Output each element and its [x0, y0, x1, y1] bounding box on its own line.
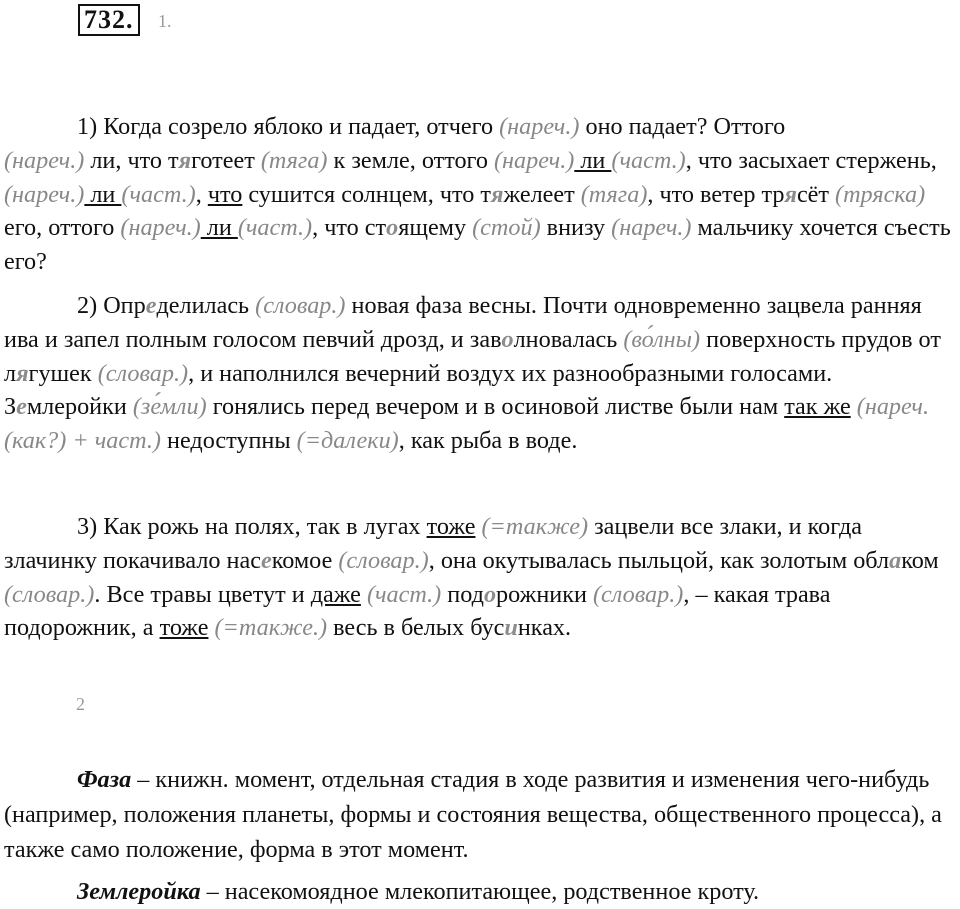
exercise-number: 732. — [78, 4, 140, 36]
paragraph-1: 1) Когда созрело яблоко и падает, отчего (нареч.) оно падает? Оттого (нареч.) ли, что тяготеет (тяга) к земле, оттого (нареч.) ли (част.), что засыхает стержень, (нареч.) ли (част.), что сушится солнцем, что тяжелеет (тяга), что ветер трясёт (тряска) его, оттого (нареч.) ли (част.), что стоящему (стой) внизу (нареч.) мальчику хочется съесть его? — [4, 113, 951, 276]
definition-faza: Фаза – книжн. момент, отдельная стадия в ходе развития и изменения чего-нибудь (например, положения планеты, формы и состояния вещества, общественного процесса), а также само положение, форма в этот момент. — [4, 766, 942, 863]
paragraph-2: 2) Определилась (словар.) новая фаза весны. Почти одновременно зацвела ранняя ива и запел полным голосом певчий дрозд, и заволновалась (во́лны) поверхность прудов от лягушек (словар.), и наполнился вечерний воздух их разнообразными голосами. Землеройки (зе́мли) гонялись перед вечером и в осиновой листве были нам так же (нареч. (как?) + част.) недоступны (=далеки), как рыба в воде. — [4, 292, 941, 455]
exercise-header — [78, 4, 140, 38]
paragraph-3: 3) Как рожь на полях, так в лугах тоже (=также) зацвели все злаки, и когда злачинку покачивало насекомое (словар.), она окутывалась пыльцой, как золотым облаком (словар.). Все травы цветут и даже (част.) подорожники (словар.), – какая трава подорожник, а тоже (=также.) весь в белых бусинках. — [4, 513, 939, 642]
section-two-label: 2 — [76, 694, 85, 714]
definition-zemleroyka: Землеройка – насекомоядное млекопитающее, родственное кроту. — [77, 878, 760, 905]
section-one-label: 1. — [158, 11, 172, 31]
